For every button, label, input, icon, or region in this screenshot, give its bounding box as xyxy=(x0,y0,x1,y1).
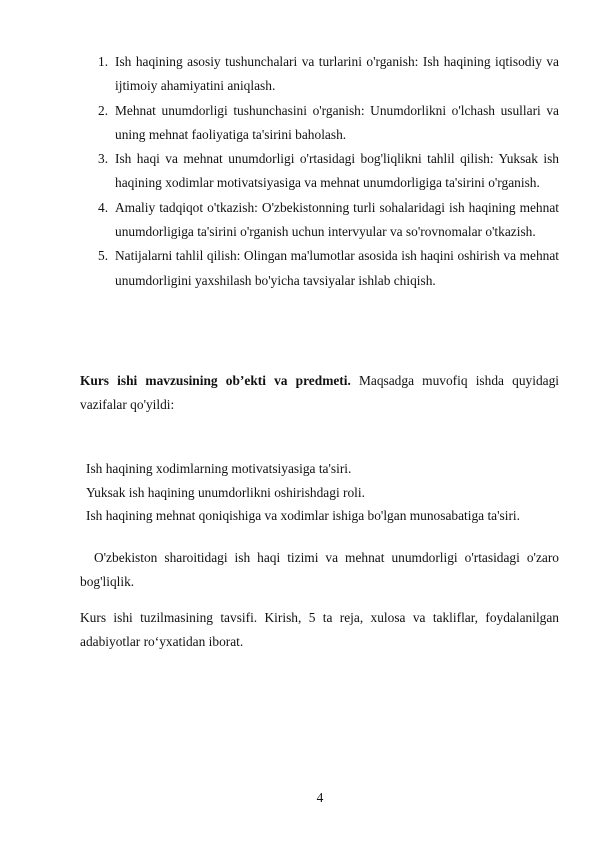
object-subject-paragraph xyxy=(80,369,559,418)
list-item: Yuksak ish haqining unumdorlikni oshirishdagi roli. xyxy=(86,484,365,500)
list-item-text: Ish haqining asosiy tushunchalari va turlarini o'rganish: Ish haqining iqtisodiy va ijtimoiy ahamiyatini aniqlash. xyxy=(115,54,559,94)
list-item-number: 4. xyxy=(98,199,109,215)
structure-paragraph: Kurs ishi tuzilmasining tavsifi. Kirish, 5 ta reja, xulosa va takliflar, foydalanilgan adabiyotlar ro‘yxatidan iborat. xyxy=(80,610,559,650)
page-number: 4 xyxy=(316,790,324,805)
list-item-text: Amaliy tadqiqot o'tkazish: O'zbekistonning turli sohalaridagi ish haqining mehnat unumdorligiga ta'sirini o'rganish uchun intervyular va so'rovnomalar o'tkazish. xyxy=(115,199,559,240)
list-item-text: Ish haqi va mehnat unumdorligi o'rtasidagi bog'liqlikni tahlil qilish: Yuksak ish haqining xodimlar motivatsiyasiga va mehnat unumdorligiga ta'sirini o'rganish. xyxy=(115,151,559,191)
paragraph-text: Maqsadga muvofiq ishda quyidagi vazifalar qo'yildi: xyxy=(80,373,559,413)
list-item-text: Mehnat unumdorligi tushunchasini o'rganish: Unumdorlikni o'lchash usullari va uning mehnat faoliyatiga ta'sirini baholash. xyxy=(115,102,559,142)
relation-paragraph: O'zbekiston sharoitidagi ish haqi tizimi va mehnat unumdorligi o'rtasidagi o'zaro bog'liqlik. xyxy=(80,550,563,590)
list-item-number: 5. xyxy=(98,248,109,264)
list-item xyxy=(80,147,559,196)
list-item xyxy=(80,99,559,148)
list-item xyxy=(80,196,559,245)
research-tasks-list xyxy=(80,50,559,293)
list-item-number: 3. xyxy=(98,151,109,167)
list-item-number: 2. xyxy=(98,102,109,118)
list-item: Ish haqining mehnat qoniqishiga va xodimlar ishiga bo'lgan munosabatiga ta'siri. xyxy=(86,508,520,524)
list-item-number: 1. xyxy=(98,54,109,69)
list-item-text: Natijalarni tahlil qilish: Olingan ma'lumotlar asosida ish haqini oshirish va mehnat unumdorligini yaxshilash bo'yicha tavsiyalar ishlab chiqish. xyxy=(115,248,559,288)
section-heading: Kurs ishi mavzusining ob’ekti va predmeti. xyxy=(80,373,351,388)
list-item xyxy=(80,244,559,293)
subject-items xyxy=(86,457,566,528)
list-item xyxy=(80,50,559,99)
list-item: Ish haqining xodimlarning motivatsiyasiga ta'siri. xyxy=(86,461,352,476)
